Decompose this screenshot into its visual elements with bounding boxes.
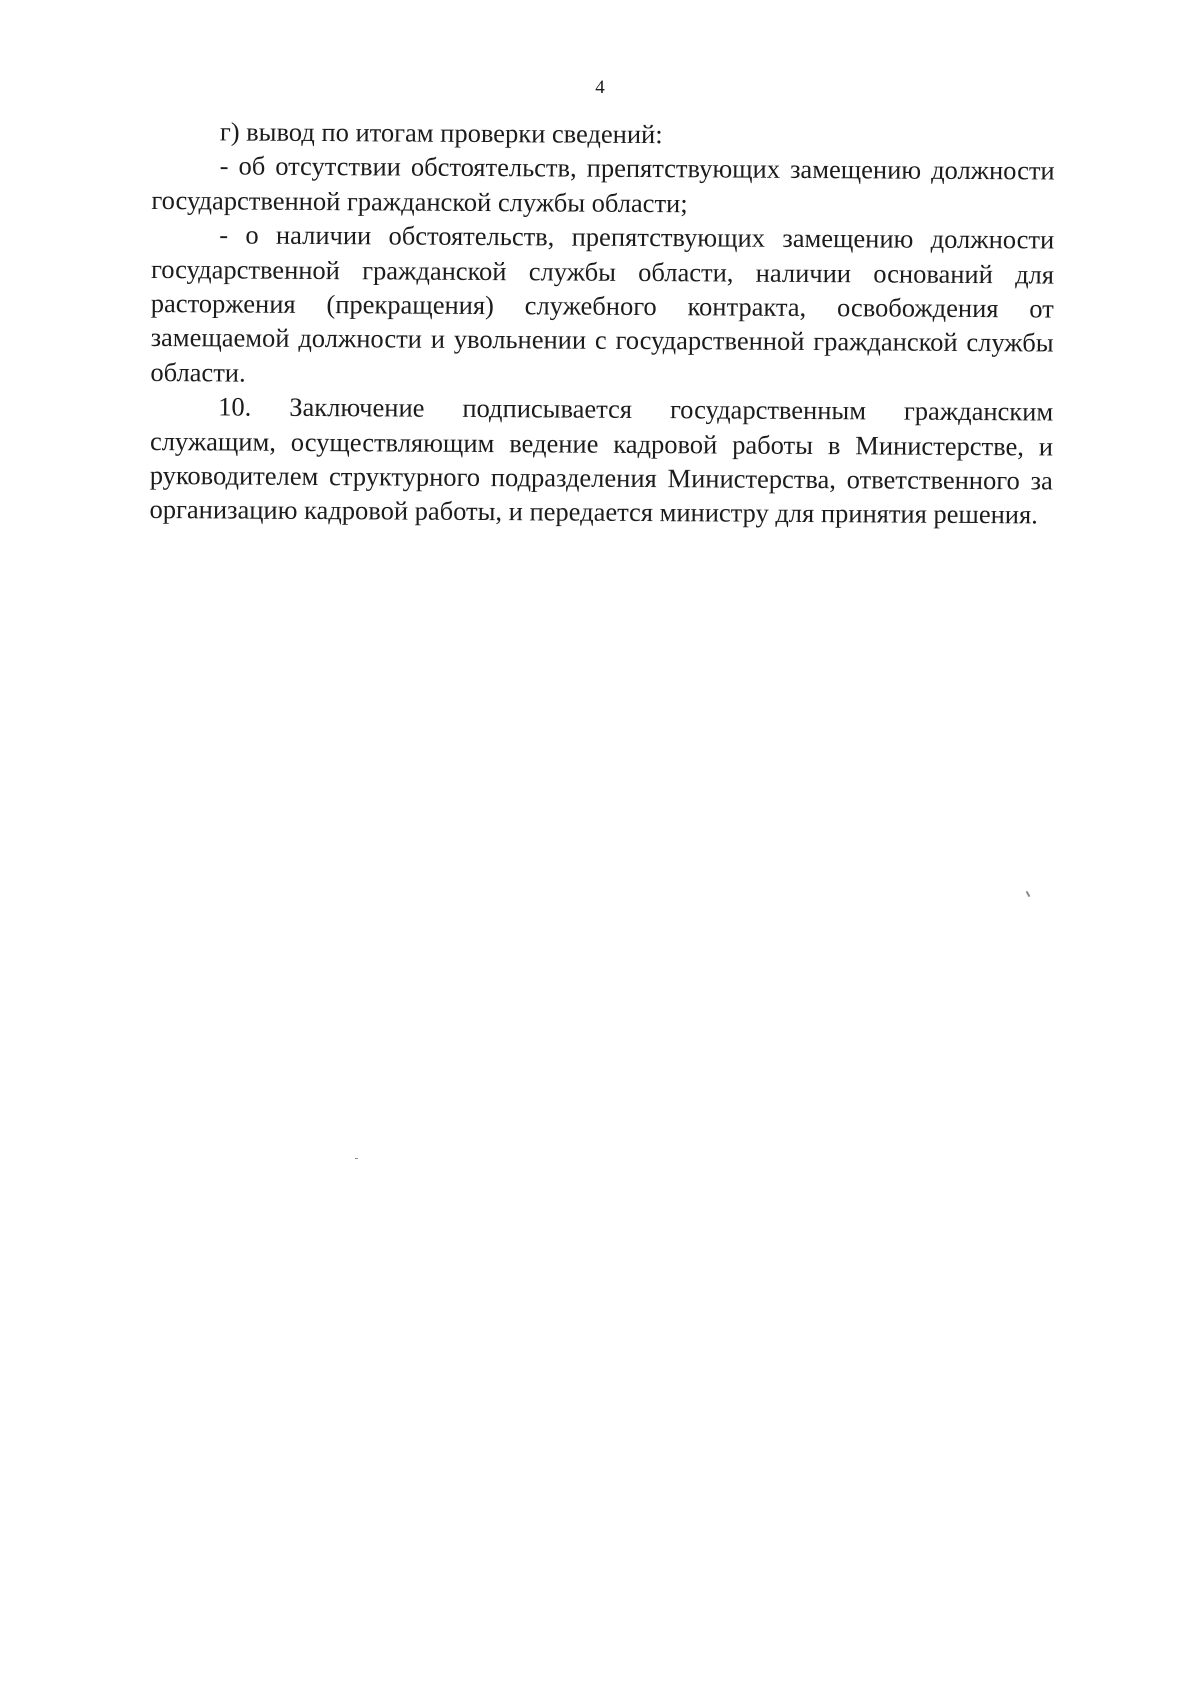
paragraph-conclusion-intro: г) вывод по итогам проверки сведений: — [219, 116, 663, 150]
page-number: 4 — [595, 77, 605, 98]
scan-speck — [355, 1158, 358, 1159]
paragraph-no-circumstances: - об отсутствии обстоятельств, препятствующих замещению должности государственной гражданской службы области; — [151, 150, 1055, 219]
paragraph-item-10: 10. Заключение подписывается государственным гражданским служащим, осуществляющим ведение кадровой работы в Министерстве, и руководителем структурного подразделения Министерства, ответственного за организацию кадровой работы, и передается министру для принятия решения. — [149, 391, 1054, 530]
scan-speck — [1026, 891, 1031, 897]
paragraph-circumstances-present: - о наличии обстоятельств, препятствующих замещению должности государственной гражданской службы области, наличии оснований для расторжения (прекращения) служебного контракта, освобождения от замещаемой должности и увольнении с государственной гражданской службы области. — [150, 219, 1055, 388]
document-body — [149, 114, 1055, 532]
